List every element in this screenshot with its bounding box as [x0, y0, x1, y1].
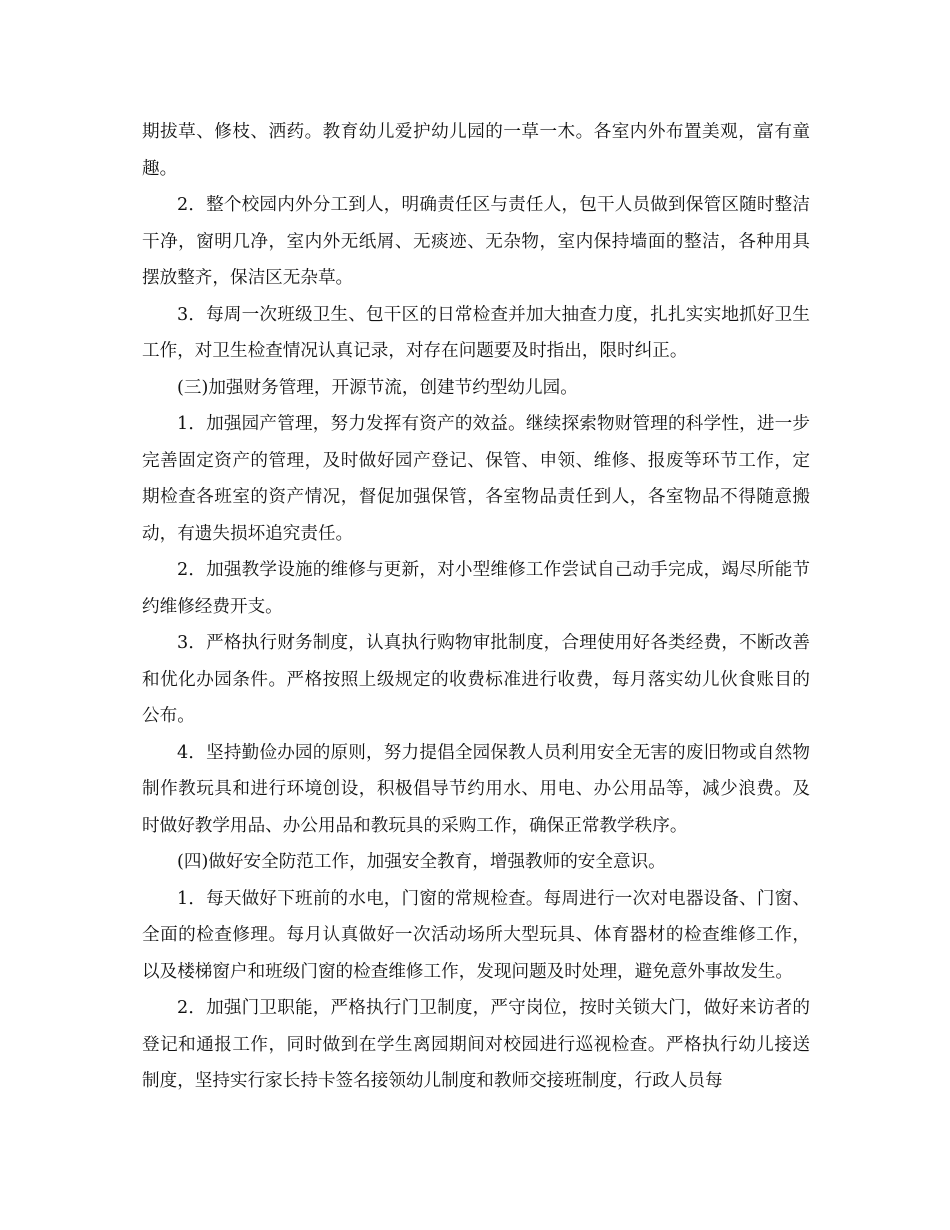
paragraph-hygiene-2: 2．整个校园内外分工到人，明确责任区与责任人，包干人员做到保管区随时整洁干净，窗明几净，室内外无纸屑、无痰迹、无杂物，室内保持墙面的整洁，各种用具摆放整齐，保洁区无杂草。 — [142, 195, 810, 288]
paragraph-safety-1: 1．每天做好下班前的水电，门窗的常规检查。每周进行一次对电器设备、门窗、全面的检查修理。每月认真做好一次活动场所大型玩具、体育器材的检查维修工作，以及楼梯窗户和班级门窗的检查维修工作，发现问题及时处理，避免意外事故发生。 — [142, 888, 810, 982]
paragraph-safety-2: 2．加强门卫职能，严格执行门卫制度，严守岗位，按时关锁大门，做好来访者的登记和通报工作，同时做到在学生离园期间对校园进行巡视检查。严格执行幼儿接送制度，坚持实行家长持卡签名接领幼儿制度和教师交接班制度，行政人员每 — [142, 998, 810, 1091]
section-heading-finance: (三)加强财务管理，开源节流，创建节约型幼儿园。 — [177, 377, 578, 398]
paragraph-greening-continued: 期拔草、修枝、洒药。教育幼儿爱护幼儿园的一草一木。各室内外布置美观，富有童趣。 — [142, 122, 810, 179]
paragraph-finance-4: 4．坚持勤俭办园的原则，努力提倡全园保教人员利用安全无害的废旧物或自然物制作教玩具和进行环境创设，积极倡导节约用水、用电、办公用品等，减少浪费。及时做好教学用品、办公用品和教玩具的采购工作，确保正常教学秩序。 — [142, 742, 810, 836]
document-body — [142, 114, 810, 1100]
section-heading-safety: (四)做好安全防范工作，加强安全教育，增强教师的安全意识。 — [177, 852, 666, 872]
paragraph-hygiene-3: 3．每周一次班级卫生、包干区的日常检查并加大抽查力度，扎扎实实地抓好卫生工作，对卫生检查情况认真记录，对存在问题要及时指出，限时纠正。 — [142, 304, 810, 361]
paragraph-finance-2: 2．加强教学设施的维修与更新，对小型维修工作尝试自己动手完成，竭尽所能节约维修经费开支。 — [142, 560, 810, 617]
paragraph-finance-1: 1．加强园产管理，努力发挥有资产的效益。继续探索物财管理的科学性，进一步完善固定资产的管理，及时做好园产登记、保管、申领、维修、报废等环节工作，定期检查各班室的资产情况，督促加强保管，各室物品责任到人，各室物品不得随意搬动，有遗失损坏追究责任。 — [142, 414, 810, 544]
paragraph-finance-3: 3．严格执行财务制度，认真执行购物审批制度，合理使用好各类经费，不断改善和优化办园条件。严格按照上级规定的收费标准进行收费，每月落实幼儿伙食账目的公布。 — [142, 633, 810, 726]
